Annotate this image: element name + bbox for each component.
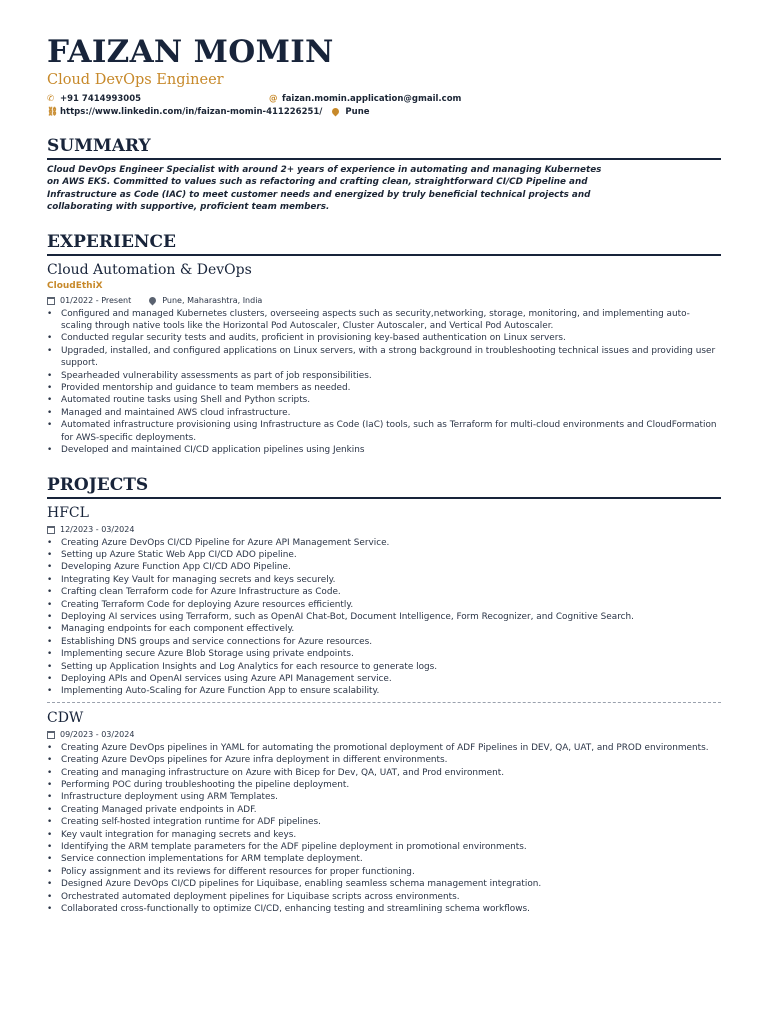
list-item: • Creating Terraform Code for deploying Azure resources efficiently. [47,599,721,611]
list-item: • Upgraded, installed, and configured applications on Linux servers, with a strong background in troubleshooting technical issues and providing user support. [47,345,721,370]
experience-dates: 01/2022 - Present [60,295,132,305]
list-item: • Automated infrastructure provisioning using Infrastructure as Code (IaC) tools, such as Terraform for multi-cloud environments and CloudFormation for AWS-specific deployments. [47,419,721,444]
list-item: • Setting up Azure Static Web App CI/CD ADO pipeline. [47,549,721,561]
at-icon: @ [269,93,278,104]
project-entry [47,504,721,698]
project-entry [47,709,721,916]
phone-icon: ✆ [47,93,55,104]
list-item: • Integrating Key Vault for managing secrets and keys securely. [47,574,721,586]
section-heading: PROJECTS [47,475,721,499]
email-address[interactable]: faizan.momin.application@gmail.com [282,93,462,104]
calendar-icon [47,731,55,739]
summary-text: Cloud DevOps Engineer Specialist with around 2+ years of experience in automating and managing Kubernetes on AWS EKS. Committed to values such as refactoring and crafting clean, straightforward CI/CD Pipeline and Infrastructure as Code (IAC) to meet customer needs and energized by truly beneficial technical projects and collaborating with supportive, proficient team members. [47,165,602,213]
experience-bullets [47,308,721,457]
list-item: • Performing POC during troubleshooting the pipeline deployment. [47,779,721,791]
list-item: • Provided mentorship and guidance to team members as needed. [47,382,721,394]
summary-section [47,136,721,214]
list-item: • Orchestrated automated deployment pipelines for Liquibase scripts across environments. [47,891,721,903]
list-item: • Key vault integration for managing secrets and keys. [47,829,721,841]
linkedin-link[interactable]: https://www.linkedin.com/in/faizan-momin-411226251/ [60,106,323,117]
contact-info [47,92,721,118]
list-item: • Deploying AI services using Terraform, such as OpenAI Chat-Bot, Document Intelligence, Form Recognizer, and Cognitive Search. [47,611,721,623]
calendar-icon [47,526,55,534]
experience-location: Pune, Maharashtra, India [162,295,263,305]
list-item: • Automated routine tasks using Shell and Python scripts. [47,394,721,406]
list-item: • Creating Managed private endpoints in ADF. [47,804,721,816]
resume-header [47,36,721,118]
project-dates: 09/2023 - 03/2024 [60,729,135,739]
pin-icon [331,107,341,117]
list-item: • Implementing Auto-Scaling for Azure Function App to ensure scalability. [47,685,721,697]
candidate-name: FAIZAN MOMIN [47,34,334,70]
phone-number[interactable]: +91 7414993005 [60,93,142,104]
list-item: • Conducted regular security tests and audits, proficient in provisioning key-based authentication on Linux servers. [47,332,721,344]
project-name: HFCL [47,504,89,521]
list-item: • Creating self-hosted integration runtime for ADF pipelines. [47,816,721,828]
list-item: • Collaborated cross-functionally to optimize CI/CD, enhancing testing and streamlining schema workflows. [47,903,721,915]
list-item: • Identifying the ARM template parameters for the ADF pipeline deployment in promotional environments. [47,841,721,853]
list-item: • Managed and maintained AWS cloud infrastructure. [47,407,721,419]
company-name: CloudEthiX [47,280,103,291]
list-item: • Creating Azure DevOps pipelines in YAML for automating the promotional deployment of ADF Pipelines in DEV, QA, UAT, and PROD environments. [47,742,721,754]
list-item: • Service connection implementations for ARM template deployment. [47,853,721,865]
list-item: • Creating and managing infrastructure on Azure with Bicep for Dev, QA, UAT, and Prod environment. [47,767,721,779]
list-item: • Developed and maintained CI/CD application pipelines using Jenkins [47,444,721,456]
section-heading: SUMMARY [47,136,721,160]
location-pin-icon [148,296,158,306]
project-dates: 12/2023 - 03/2024 [60,524,135,534]
experience-section [47,232,721,457]
link-icon: ⛓ [47,106,58,117]
contact-location: Pune [345,106,370,117]
project-bullets [47,537,721,698]
list-item: • Configured and managed Kubernetes clusters, overseeing aspects such as security,networking, storage, monitoring, and implementing auto-scaling through native tools like the Horizontal Pod Autoscaler, Cluster Autoscaler, and Vertical Pod Autoscaler. [47,308,721,333]
entry-divider [47,702,721,703]
list-item: • Designed Azure DevOps CI/CD pipelines for Liquibase, enabling seamless schema management integration. [47,878,721,890]
list-item: • Managing endpoints for each component effectively. [47,623,721,635]
calendar-icon [47,297,55,305]
list-item: • Establishing DNS groups and service connections for Azure resources. [47,636,721,648]
list-item: • Crafting clean Terraform code for Azure Infrastructure as Code. [47,586,721,598]
list-item: • Creating Azure DevOps CI/CD Pipeline for Azure API Management Service. [47,537,721,549]
project-name: CDW [47,709,84,726]
section-heading: EXPERIENCE [47,232,721,256]
projects-section [47,475,721,916]
experience-role: Cloud Automation & DevOps [47,261,252,278]
list-item: • Policy assignment and its reviews for different resources for proper functioning. [47,866,721,878]
list-item: • Spearheaded vulnerability assessments as part of job responsibilities. [47,370,721,382]
list-item: • Infrastructure deployment using ARM Templates. [47,791,721,803]
experience-entry [47,261,721,457]
list-item: • Deploying APIs and OpenAI services using Azure API Management service. [47,673,721,685]
list-item: • Implementing secure Azure Blob Storage using private endpoints. [47,648,721,660]
list-item: • Setting up Application Insights and Log Analytics for each resource to generate logs. [47,661,721,673]
candidate-title: Cloud DevOps Engineer [47,72,224,88]
project-bullets [47,742,721,916]
list-item: • Developing Azure Function App CI/CD ADO Pipeline. [47,561,721,573]
list-item: • Creating Azure DevOps pipelines for Azure infra deployment in different environments. [47,754,721,766]
